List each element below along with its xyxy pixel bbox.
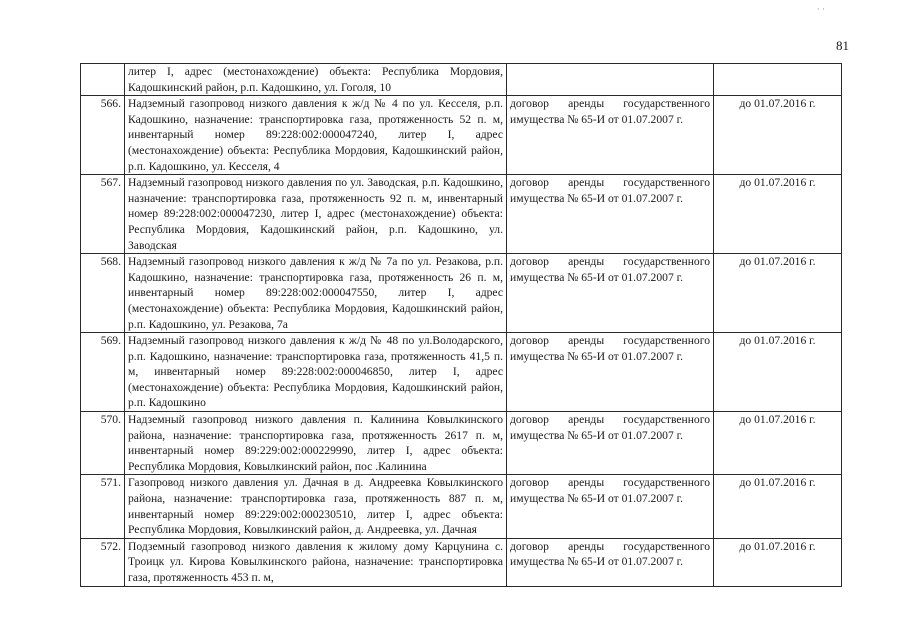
table-row (81, 475, 842, 538)
object-description: Надземный газопровод низкого давления к ж/д № 7а по ул. Резакова, р.п. Кадошкино, назначение: транспортировка газа, протяженность 26 п. м, инвентарный номер 89:228:002:000047550, литер I, адрес (местонахождение) объекта: Республика Мордовия, Кадошкинский район, р.п. Кадошкино, ул. Резакова, 7а (125, 254, 507, 333)
property-registry-table (80, 63, 842, 587)
contract-basis: договор аренды государственного имущества № 65-И от 01.07.2007 г. (507, 538, 714, 586)
table-row (81, 412, 842, 475)
term-date: до 01.07.2016 г. (714, 475, 842, 538)
term-date: до 01.07.2016 г. (714, 175, 842, 254)
row-number: 568. (81, 254, 125, 333)
object-description: Надземный газопровод низкого давления п. Калинина Ковылкинского района, назначение: транспортировка газа, протяженность 2617 п. м, инвентарный номер 89:229:002:000229990, литер I, адрес объекта: Республика Мордовия, Ковылкинский район, пос .Калинина (125, 412, 507, 475)
term-date: до 01.07.2016 г. (714, 96, 842, 175)
object-description: Надземный газопровод низкого давления к ж/д № 48 по ул.Володарского, р.п. Кадошкино, назначение: транспортировка газа, протяженность 41,5 п. м, инвентарный номер 89:228:002:000046850, литер I, адрес (местонахождение) объекта: Республика Мордовия, Кадошкинский район, р.п. Кадошкино (125, 333, 507, 412)
object-description: литер I, адрес (местонахождение) объекта: Республика Мордовия, Кадошкинский район, р.п. Кадошкино, ул. Гоголя, 10 (125, 64, 507, 96)
table-row (81, 175, 842, 254)
row-number: 569. (81, 333, 125, 412)
contract-basis (507, 64, 714, 96)
row-number: 570. (81, 412, 125, 475)
row-number: 567. (81, 175, 125, 254)
term-date: до 01.07.2016 г. (714, 412, 842, 475)
object-description: Подземный газопровод низкого давления к жилому дому Карцунина с. Троицк ул. Кирова Ковылкинского района, назначение: транспортировка газа, протяженность 453 п. м, (125, 538, 507, 586)
page-number: 81 (836, 38, 849, 53)
term-date: до 01.07.2016 г. (714, 333, 842, 412)
term-date: до 01.07.2016 г. (714, 254, 842, 333)
row-number (81, 64, 125, 96)
term-date: до 01.07.2016 г. (714, 538, 842, 586)
table-row (81, 333, 842, 412)
row-number: 572. (81, 538, 125, 586)
table-row (81, 538, 842, 586)
contract-basis: договор аренды государственного имущества № 65-И от 01.07.2007 г. (507, 254, 714, 333)
object-description: Надземный газопровод низкого давления по ул. Заводская, р.п. Кадошкино, назначение: транспортировка газа, протяженность 92 п. м, инвентарный номер 89:228:002:000047230, литер I, адрес (местонахождение) объекта: Республика Мордовия, Кадошкинский район, р.п. Кадошкино, ул. Заводская (125, 175, 507, 254)
row-number: 571. (81, 475, 125, 538)
object-description: Газопровод низкого давления ул. Дачная в д. Андреевка Ковылкинского района, назначение: транспортировка газа, протяженность 887 п. м, инвентарный номер 89:229:002:000230510, литер I, адрес объекта: Республика Мордовия, Ковылкинский район, д. Андреевка, ул. Дачная (125, 475, 507, 538)
contract-basis: договор аренды государственного имущества № 65-И от 01.07.2007 г. (507, 96, 714, 175)
contract-basis: договор аренды государственного имущества № 65-И от 01.07.2007 г. (507, 175, 714, 254)
table-row (81, 96, 842, 175)
contract-basis: договор аренды государственного имущества № 65-И от 01.07.2007 г. (507, 412, 714, 475)
object-description: Надземный газопровод низкого давления к ж/д № 4 по ул. Кесселя, р.п. Кадошкино, назначение: транспортировка газа, протяженность 52 п. м, инвентарный номер 89:228:002:000047240, литер I, адрес (местонахождение) объекта: Республика Мордовия, Кадошкинский район, р.п. Кадошкино, ул. Кесселя, 4 (125, 96, 507, 175)
term-date (714, 64, 842, 96)
table-row (81, 254, 842, 333)
corner-mark: · · (816, 4, 825, 14)
row-number: 566. (81, 96, 125, 175)
table-row (81, 64, 842, 96)
contract-basis: договор аренды государственного имущества № 65-И от 01.07.2007 г. (507, 475, 714, 538)
contract-basis: договор аренды государственного имущества № 65-И от 01.07.2007 г. (507, 333, 714, 412)
